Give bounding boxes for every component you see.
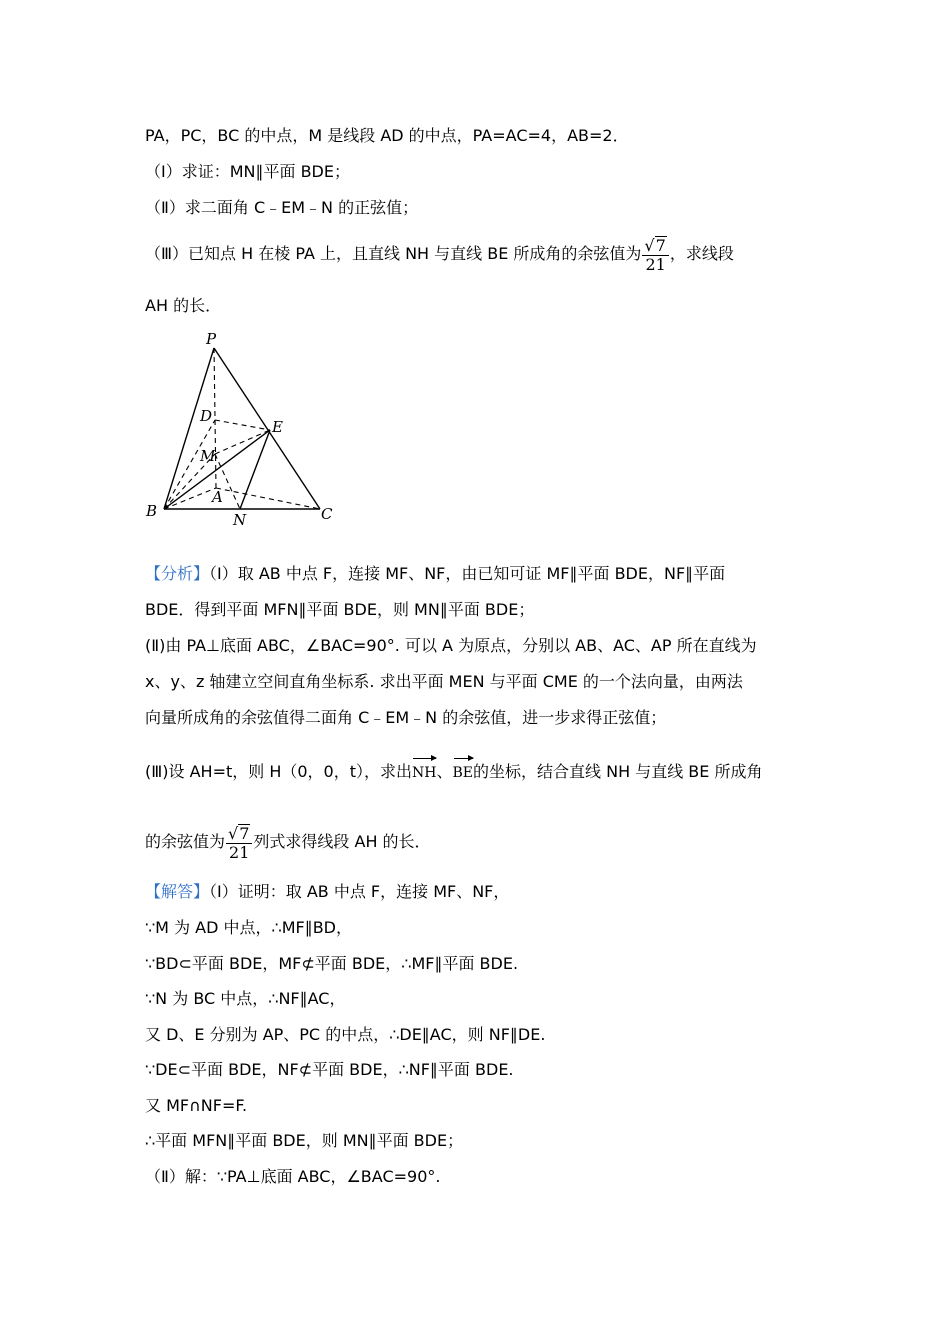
vector-NH: NH: [412, 756, 436, 786]
analysis-text-7: 的余弦值为: [145, 832, 226, 851]
edge-BA: [164, 488, 216, 509]
analysis-line-3: (Ⅱ)由 PA⊥底面 ABC，∠BAC=90°. 可以 A 为原点，分别以 AB、AC、AP 所在直线为: [145, 636, 757, 655]
analysis-text-7-tail: 列式求得线段 AH 的长．: [253, 832, 431, 851]
problem-part-2: （Ⅱ）求二面角 C﹣EM﹣N 的正弦值；: [145, 198, 419, 217]
solution-line-6: ∵DE⊂平面 BDE，NF⊄平面 BDE，∴NF∥平面 BDE.: [145, 1060, 514, 1079]
analysis-text-6-tail: 的坐标，结合直线 NH 与直线 BE 所成角: [473, 762, 763, 781]
vector-separator: 、: [436, 762, 453, 781]
solution-line-3: ∵BD⊂平面 BDE，MF⊄平面 BDE，∴MF∥平面 BDE.: [145, 954, 519, 973]
label-E: E: [272, 418, 283, 436]
analysis-line-1: [145, 564, 725, 584]
analysis-line-4: x、y、z 轴建立空间直角坐标系. 求出平面 MEN 与平面 CME 的一个法向量，由两法: [145, 672, 743, 691]
solution-line-8: ∴平面 MFN∥平面 BDE，则 MN∥平面 BDE；: [145, 1131, 464, 1150]
fraction-numerator: 7: [655, 235, 666, 255]
problem-part-3: [145, 232, 734, 276]
label-D: D: [200, 407, 213, 425]
label-M: M: [200, 447, 216, 465]
solution-line-4: ∵N 为 BC 中点，∴NF∥AC，: [145, 989, 346, 1008]
edge-PC: [214, 348, 320, 509]
problem-part-1: （Ⅰ）求证：MN∥平面 BDE；: [145, 162, 350, 181]
solution-line-5: 又 D、E 分别为 AP、PC 的中点，∴DE∥AC，则 NF∥DE.: [145, 1025, 546, 1044]
solution-line-9: （Ⅱ）解：∵PA⊥底面 ABC，∠BAC=90°.: [145, 1167, 441, 1186]
edge-PB: [164, 348, 214, 509]
analysis-text-6: (Ⅲ)设 AH=t，则 H（0，0，t），求出: [145, 762, 413, 781]
label-P: P: [206, 330, 217, 348]
fraction-denominator-2: 21: [229, 842, 250, 862]
solution-line-7: 又 MF∩NF=F.: [145, 1096, 248, 1115]
problem-part-3-line-2: AH 的长．: [145, 296, 222, 315]
label-C: C: [321, 505, 333, 523]
fraction-numerator-2: 7: [239, 823, 250, 843]
label-N: N: [233, 511, 247, 528]
solution-line-2: ∵M 为 AD 中点，∴MF∥BD，: [145, 918, 352, 937]
solution-line-1: [145, 882, 509, 902]
analysis-line-7: [145, 820, 431, 864]
analysis-line-2: BDE．得到平面 MFN∥平面 BDE，则 MN∥平面 BDE；: [145, 600, 535, 619]
label-B: B: [146, 502, 158, 520]
sqrt-sign: √: [644, 235, 655, 255]
analysis-line-6: [145, 756, 762, 786]
solution-text-1: （Ⅰ）证明：取 AB 中点 F，连接 MF、NF，: [209, 882, 510, 901]
sqrt-sign: √: [228, 823, 239, 843]
problem-part-3-text: （Ⅲ）已知点 H 在棱 PA 上，且直线 NH 与直线 BE 所成角的余弦值为: [145, 244, 642, 263]
fraction-sqrt7-over-21-2: [226, 824, 252, 862]
fraction-sqrt7-over-21: [642, 236, 668, 274]
problem-part-3-tail: ，求线段: [669, 244, 734, 263]
analysis-line-5: 向量所成角的余弦值得二面角 C﹣EM﹣N 的余弦值，进一步求得正弦值；: [145, 708, 667, 727]
analysis-text-1: （Ⅰ）取 AB 中点 F，连接 MF、NF，由已知可证 MF∥平面 BDE，NF∥平面: [209, 564, 726, 583]
label-A: A: [212, 488, 223, 506]
edge-PA: [214, 348, 216, 488]
vector-BE: BE: [453, 756, 474, 786]
fraction-denominator: 21: [645, 254, 666, 274]
analysis-tag: 【分析】: [145, 564, 210, 583]
pyramid-figure: [140, 328, 340, 528]
problem-line-1: PA，PC，BC 的中点，M 是线段 AD 的中点，PA=AC=4，AB=2．: [145, 126, 629, 145]
solution-tag: 【解答】: [145, 882, 210, 901]
